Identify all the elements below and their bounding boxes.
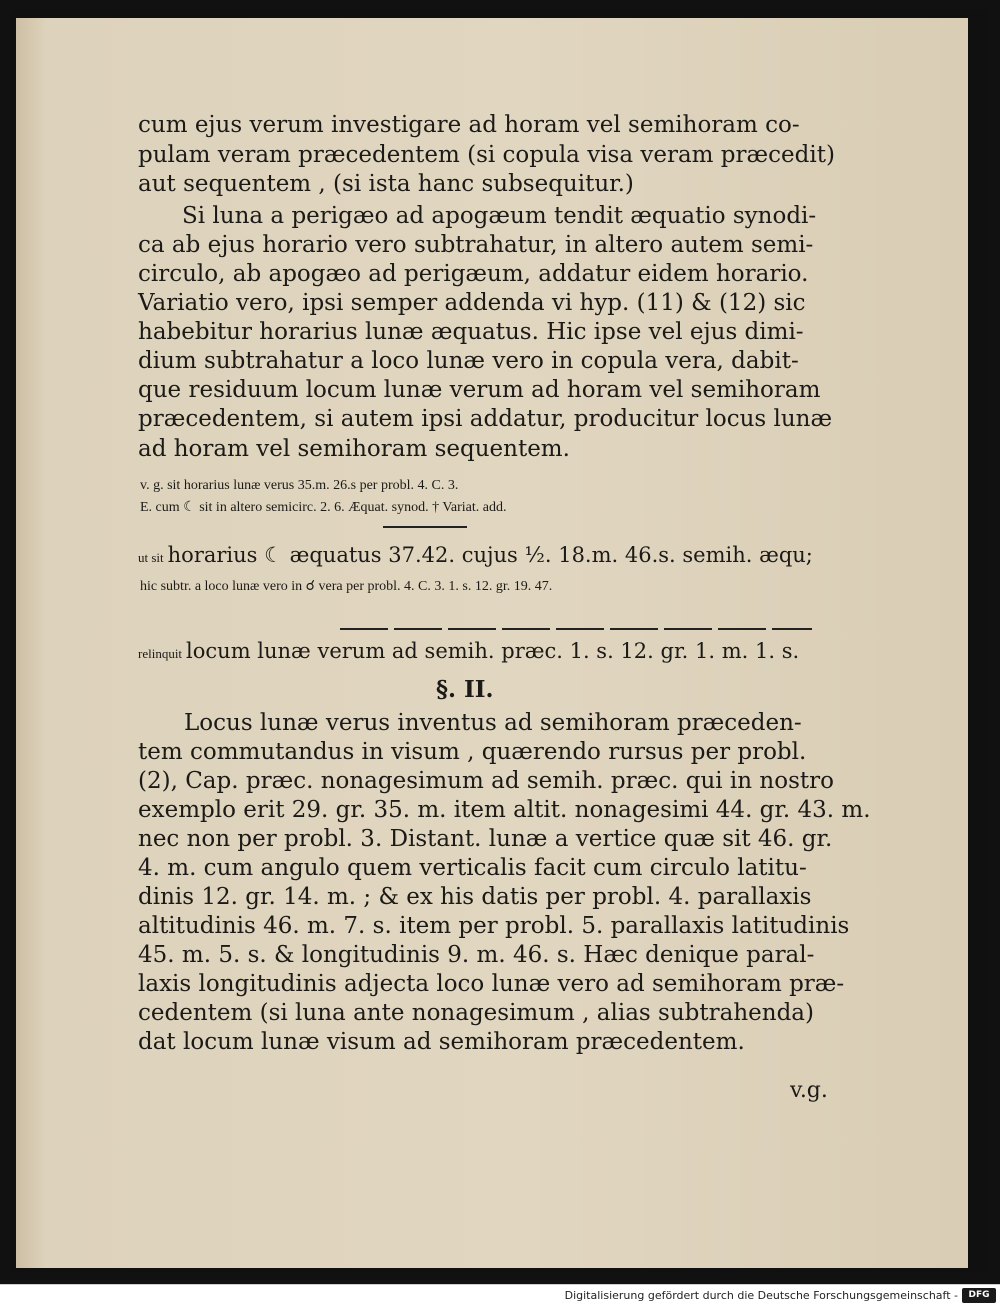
text-line: tem commutandus in visum , quærendo rursus per probl.: [138, 739, 807, 765]
rule: [383, 526, 467, 528]
text-line: præcedentem, si autem ipsi addatur, producitur locus lunæ: [138, 406, 833, 432]
text-line: 4. m. cum angulo quem verticalis facit cum circulo latitu-: [138, 855, 807, 881]
section-heading: §. II.: [436, 676, 494, 703]
digitization-footer: [0, 1284, 1000, 1307]
calc-line: [138, 636, 799, 669]
rule: [394, 628, 442, 630]
rule: [610, 628, 658, 630]
text-line: exemplo erit 29. gr. 35. m. item altit. nonagesimi 44. gr. 43. m.: [138, 797, 871, 823]
text-line: Locus lunæ verus inventus ad semihoram præceden-: [184, 710, 802, 736]
calc-main: locum lunæ verum ad semih. præc. 1. s. 12. gr. 1. m. 1. s.: [186, 639, 800, 663]
text-line: cedentem (si luna ante nonagesimum , alias subtrahenda): [138, 1000, 814, 1026]
text-line: ad horam vel semihoram sequentem.: [138, 436, 570, 462]
catchword: v.g.: [790, 1078, 828, 1103]
rule: [664, 628, 712, 630]
text-line: Si luna a perigæo ad apogæum tendit æquatio synodi-: [182, 203, 817, 229]
text-line: cum ejus verum investigare ad horam vel semihoram co-: [138, 112, 800, 138]
calc-lead: relinquit: [138, 646, 183, 661]
rule: [772, 628, 812, 630]
text-line: (2), Cap. præc. nonagesimum ad semih. præc. qui in nostro: [138, 768, 834, 794]
text-line: dium subtrahatur a loco lunæ vero in copula vera, dabit-: [138, 348, 799, 374]
text-line: nec non per probl. 3. Distant. lunæ a vertice quæ sit 46. gr.: [138, 826, 833, 852]
rule: [556, 628, 604, 630]
example-line: v. g. sit horarius lunæ verus 35.m. 26.s per probl. 4. C. 3.: [140, 478, 459, 493]
calc-line: [138, 540, 813, 573]
text-line: aut sequentem , (si ista hanc subsequitur.): [138, 171, 634, 197]
calc-lead: ut sit: [138, 550, 164, 565]
text-line: dat locum lunæ visum ad semihoram præcedentem.: [138, 1029, 745, 1055]
text-line: 45. m. 5. s. & longitudinis 9. m. 46. s. Hæc denique paral-: [138, 942, 815, 968]
text-line: altitudinis 46. m. 7. s. item per probl. 5. parallaxis latitudinis: [138, 913, 850, 939]
rule: [502, 628, 550, 630]
calc-main: horarius ☾ æquatus 37.42. cujus ½. 18.m. 46.s. semih. æqu;: [167, 543, 813, 567]
text-line: laxis longitudinis adjecta loco lunæ vero ad semihoram præ-: [138, 971, 845, 997]
text-line: pulam veram præcedentem (si copula visa veram præcedit): [138, 142, 835, 168]
text-line: que residuum locum lunæ verum ad horam vel semihoram: [138, 377, 821, 403]
calc-line: hic subtr. a loco lunæ vero in ☌ vera per probl. 4. C. 3. 1. s. 12. gr. 19. 47.: [140, 579, 553, 594]
rule: [340, 628, 388, 630]
text-line: dinis 12. gr. 14. m. ; & ex his datis per probl. 4. parallaxis: [138, 884, 812, 910]
text-line: ca ab ejus horario vero subtrahatur, in altero autem semi-: [138, 232, 814, 258]
rule: [718, 628, 766, 630]
book-page: [16, 18, 968, 1268]
dfg-logo-icon: DFG: [962, 1288, 996, 1303]
example-line: E. cum ☾ sit in altero semicirc. 2. 6. Æquat. synod. † Variat. add.: [140, 500, 507, 515]
footer-credit: Digitalisierung gefördert durch die Deutsche Forschungsgemeinschaft -: [564, 1289, 958, 1302]
text-line: Variatio vero, ipsi semper addenda vi hyp. (11) & (12) sic: [138, 290, 806, 316]
rule: [448, 628, 496, 630]
text-line: circulo, ab apogæo ad perigæum, addatur eidem horario.: [138, 261, 809, 287]
text-line: habebitur horarius lunæ æquatus. Hic ipse vel ejus dimi-: [138, 319, 804, 345]
